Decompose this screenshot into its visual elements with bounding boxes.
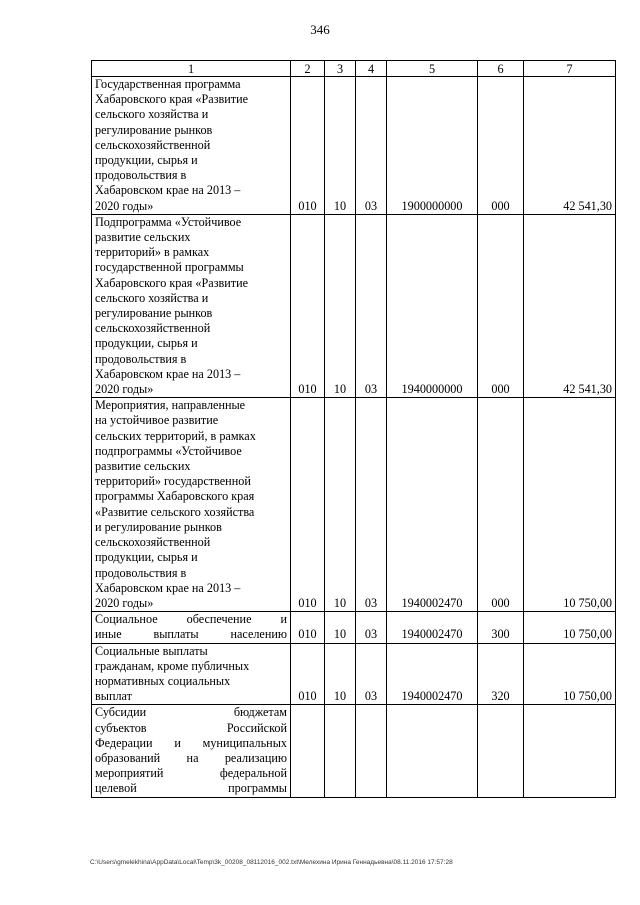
row-code: 1940002470 bbox=[387, 643, 478, 705]
row-code: 10 bbox=[325, 643, 356, 705]
row-code: 010 bbox=[291, 398, 325, 612]
column-header: 5 bbox=[387, 61, 478, 77]
table-header-row bbox=[92, 61, 616, 77]
row-name: Мероприятия, направленные на устойчивое развитие сельских территорий, в рамках подпрограммы «Устойчивое развитие сельских территорий» государственной программы Хабаровского края «Развитие сельского хозяйства и регулирование рынков сельскохозяйственной продукции, сырья и продовольствия в Хабаровском крае на 2013 – 2020 годы» bbox=[92, 398, 291, 612]
table-row bbox=[92, 612, 616, 643]
row-code: 03 bbox=[356, 77, 387, 215]
row-sum: 10 750,00 bbox=[524, 643, 616, 705]
row-name: Социальное обеспечение и иные выплаты населению bbox=[92, 612, 291, 643]
table-row bbox=[92, 643, 616, 705]
column-header: 1 bbox=[92, 61, 291, 77]
file-path-footer: C:\Users\gmelekhina\AppData\Local\Temp\3k_00208_08112016_002.txt\Мелехина Ирина Геннадьевна\08.11.2016 17:57:28 bbox=[90, 859, 453, 866]
column-header: 3 bbox=[325, 61, 356, 77]
row-code: 000 bbox=[478, 398, 524, 612]
budget-table bbox=[91, 60, 616, 798]
row-code: 010 bbox=[291, 612, 325, 643]
column-header: 6 bbox=[478, 61, 524, 77]
table-row bbox=[92, 77, 616, 215]
row-code: 010 bbox=[291, 214, 325, 397]
row-code: 03 bbox=[356, 214, 387, 397]
table-row bbox=[92, 705, 616, 797]
table-row bbox=[92, 398, 616, 612]
row-code: 010 bbox=[291, 643, 325, 705]
row-code bbox=[291, 705, 325, 797]
row-code bbox=[356, 705, 387, 797]
column-header: 7 bbox=[524, 61, 616, 77]
row-code: 03 bbox=[356, 643, 387, 705]
row-code: 03 bbox=[356, 612, 387, 643]
row-name: Субсидии бюджетам субъектов Российской Федерации и муниципальных образований на реализацию мероприятий федеральной целевой программы bbox=[92, 705, 291, 797]
row-code bbox=[387, 705, 478, 797]
row-code: 1900000000 bbox=[387, 77, 478, 215]
row-code: 10 bbox=[325, 77, 356, 215]
row-code: 000 bbox=[478, 77, 524, 215]
row-code: 010 bbox=[291, 77, 325, 215]
row-code: 10 bbox=[325, 214, 356, 397]
row-code: 1940002470 bbox=[387, 398, 478, 612]
column-header: 4 bbox=[356, 61, 387, 77]
row-sum: 10 750,00 bbox=[524, 398, 616, 612]
row-code bbox=[478, 705, 524, 797]
page-number: 346 bbox=[310, 22, 330, 37]
row-sum: 42 541,30 bbox=[524, 77, 616, 215]
row-name: Государственная программа Хабаровского края «Развитие сельского хозяйства и регулирование рынков сельскохозяйственной продукции, сырья и продовольствия в Хабаровском крае на 2013 – 2020 годы» bbox=[92, 77, 291, 215]
row-code: 1940002470 bbox=[387, 612, 478, 643]
column-header: 2 bbox=[291, 61, 325, 77]
row-sum bbox=[524, 705, 616, 797]
table-row bbox=[92, 214, 616, 397]
row-sum: 10 750,00 bbox=[524, 612, 616, 643]
row-sum: 42 541,30 bbox=[524, 214, 616, 397]
row-code: 10 bbox=[325, 612, 356, 643]
row-code: 10 bbox=[325, 398, 356, 612]
row-name: Подпрограмма «Устойчивое развитие сельских территорий» в рамках государственной программы Хабаровского края «Развитие сельского хозяйства и регулирование рынков сельскохозяйственной продукции, сырья и продовольствия в Хабаровском крае на 2013 – 2020 годы» bbox=[92, 214, 291, 397]
row-code: 03 bbox=[356, 398, 387, 612]
row-code: 000 bbox=[478, 214, 524, 397]
row-code: 1940000000 bbox=[387, 214, 478, 397]
row-code: 320 bbox=[478, 643, 524, 705]
row-name: Социальные выплаты гражданам, кроме публичных нормативных социальных выплат bbox=[92, 643, 291, 705]
row-code bbox=[325, 705, 356, 797]
row-code: 300 bbox=[478, 612, 524, 643]
